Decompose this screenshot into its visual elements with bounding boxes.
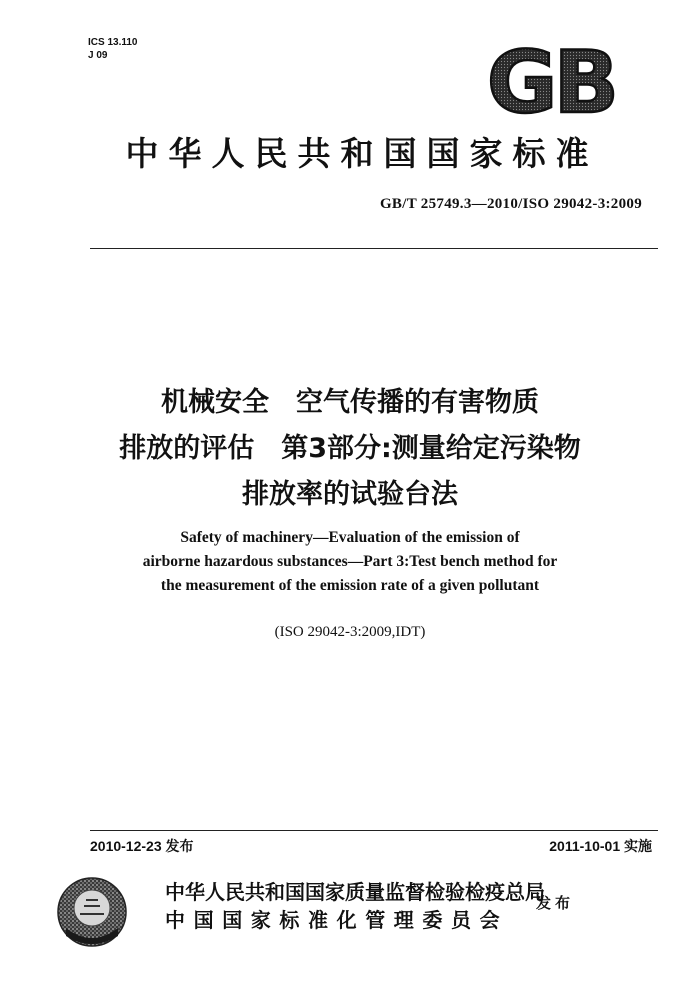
issuer-aqsiq: 中华人民共和国国家质量监督检验检疫总局	[165, 880, 545, 904]
ccs-code: J 09	[88, 50, 108, 61]
chinese-title	[0, 380, 700, 518]
ics-code: ICS 13.110	[88, 37, 138, 48]
implementation-date: 2011-10-01 实施	[549, 838, 652, 854]
bottom-divider	[90, 830, 658, 831]
top-divider	[90, 248, 658, 249]
chinese-title-line: 机械安全 空气传播的有害物质	[161, 387, 539, 418]
gb-logo	[482, 42, 620, 120]
english-title-line: the measurement of the emission rate of a given pollutant	[160, 577, 540, 594]
english-title	[0, 526, 700, 598]
english-title-line: Safety of machinery—Evaluation of the emission of	[180, 529, 520, 546]
standard-title: 中华人民共和国国家标准	[125, 134, 599, 173]
national-emblem-seal	[56, 876, 128, 948]
chinese-title-line: 排放率的试验台法	[242, 479, 458, 510]
classification-codes	[88, 36, 137, 62]
iso-equivalence: (ISO 29042-3:2009,IDT)	[274, 624, 426, 640]
english-title-line: airborne hazardous substances—Part 3:Test bench method for	[142, 553, 558, 570]
issuing-authorities	[165, 878, 545, 934]
standard-number: GB/T 25749.3—2010/ISO 29042-3:2009	[379, 196, 642, 212]
chinese-title-line: 排放的评估 第3部分:测量给定污染物	[119, 433, 581, 464]
issue-date: 2010-12-23 发布	[90, 838, 194, 854]
issuer-sac: 中国国家标准化管理委员会	[165, 908, 509, 932]
publish-label: 发布	[536, 894, 575, 912]
gb-logo-text: GB	[486, 42, 616, 120]
